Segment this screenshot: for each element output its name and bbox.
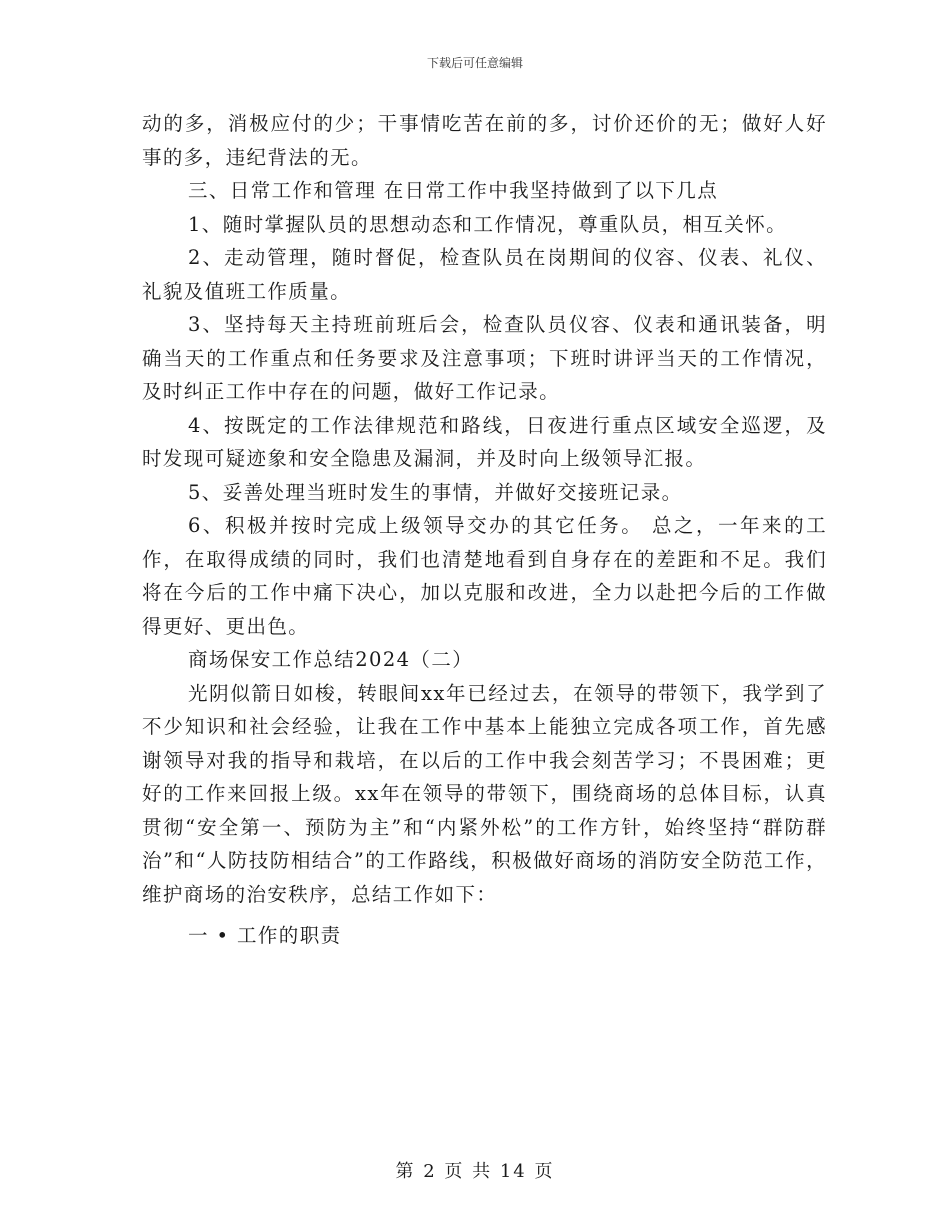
paragraph: 4、按既定的工作法律规范和路线，日夜进行重点区域安全巡逻，及时发现可疑迹象和安全隐患及漏洞，并及时向上级领导汇报。 <box>142 413 827 470</box>
paragraph: 5、妥善处理当班时发生的事情，并做好交接班记录。 <box>188 480 683 504</box>
paragraph: 三、日常工作和管理 在日常工作中我坚持做到了以下几点 <box>188 179 719 202</box>
document-body <box>142 107 827 953</box>
paragraph: 光阴似箭日如梭，转眼间xx年已经过去，在领导的带领下，我学到了不少知识和社会经验，让我在工作中基本上能独立完成各项工作，首先感谢领导对我的指导和栽培，在以后的工作中我会刻苦学习；不畏困难；更好的工作来回报上级。xx年在领导的带领下，围绕商场的总体目标，认真贯彻“安全第一、预防为主”和“内紧外松”的工作方针，始终坚持“群防群治”和“人防技防相结合”的工作路线，积极做好商场的消防安全防范工作，维护商场的治安秩序，总结工作如下： <box>142 681 827 906</box>
page-number-footer: 第 2 页 共 14 页 <box>395 1161 555 1182</box>
section-heading: 一 • 工作的职责 <box>188 924 342 947</box>
section-title: 商场保安工作总结2024（二） <box>188 648 474 671</box>
paragraph: 1、随时掌握队员的思想动态和工作情况，尊重队员，相互关怀。 <box>188 212 788 236</box>
paragraph: 3、坚持每天主持班前班后会，检查队员仪容、仪表和通讯装备，明确当天的工作重点和任务要求及注意事项；下班时讲评当天的工作情况，及时纠正工作中存在的问题，做好工作记录。 <box>142 313 827 403</box>
paragraph: 动的多，消极应付的少；干事情吃苦在前的多，讨价还价的无；做好人好事的多，违纪背法的无。 <box>142 112 827 169</box>
page-header: 下载后可任意编辑 <box>426 56 523 70</box>
paragraph: 2、走动管理，随时督促，检查队员在岗期间的仪容、仪表、礼仪、礼貌及值班工作质量。 <box>142 246 827 303</box>
paragraph: 6、积极并按时完成上级领导交办的其它任务。 总之，一年来的工作，在取得成绩的同时，我们也清楚地看到自身存在的差距和不足。我们将在今后的工作中痛下决心，加以克服和改进，全力以赴把今后的工作做得更好、更出色。 <box>142 514 827 638</box>
